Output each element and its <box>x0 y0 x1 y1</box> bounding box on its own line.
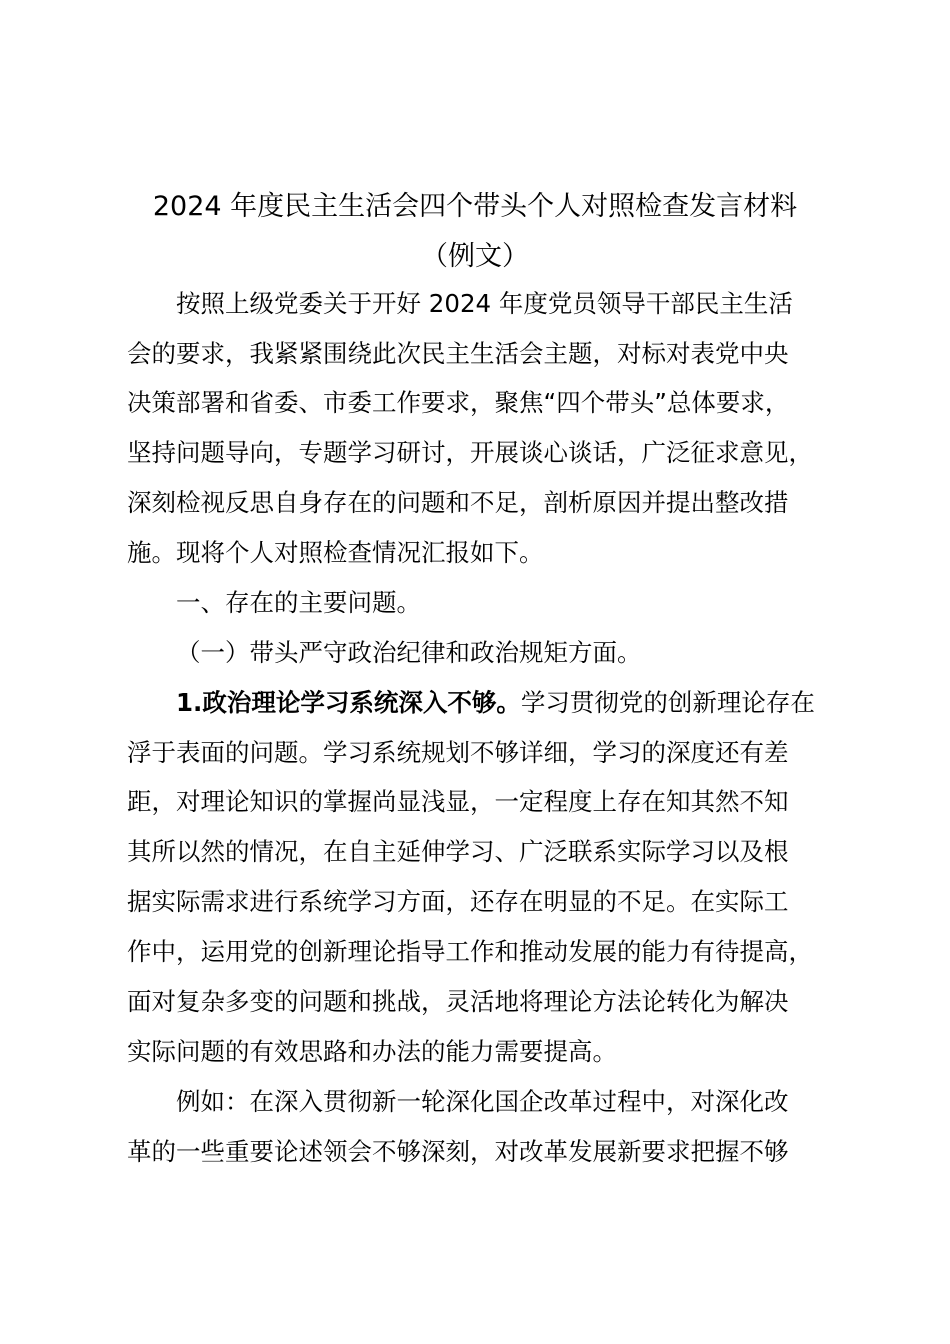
intro-line: 决策部署和省委、市委工作要求，聚焦“四个带头”总体要求， <box>127 388 790 417</box>
item-1-line: 实际问题的有效思路和办法的能力需要提高。 <box>127 1037 617 1066</box>
intro-line: 深刻检视反思自身存在的问题和不足，剖析原因并提出整改措 <box>127 488 789 517</box>
intro-line: 施。现将个人对照检查情况汇报如下。 <box>127 538 544 567</box>
item-1-line: 距，对理论知识的掌握尚显浅显，一定程度上存在知其然不知 <box>127 787 789 816</box>
item-1-text: 学习贯彻党的创新理论存在 <box>520 688 815 717</box>
intro-line: 会的要求，我紧紧围绕此次民主生活会主题，对标对表党中央 <box>127 339 789 368</box>
item-1-line: 据实际需求进行系统学习方面，还存在明显的不足。在实际工 <box>127 887 789 916</box>
item-1-line: 浮于表面的问题。学习系统规划不够详细，学习的深度还有差 <box>127 738 789 767</box>
intro-line: 按照上级党委关于开好 2024 年度党员领导干部民主生活 <box>176 289 793 318</box>
item-1-line: 面对复杂多变的问题和挑战，灵活地将理论方法论转化为解决 <box>127 987 789 1016</box>
example-line: 革的一些重要论述领会不够深刻，对改革发展新要求把握不够 <box>127 1137 789 1166</box>
item-1-line: 作中，运用党的创新理论指导工作和推动发展的能力有待提高， <box>127 937 813 966</box>
document-title-line-2: （例文） <box>421 241 529 272</box>
subsection-heading: （一）带头严守政治纪律和政治规矩方面。 <box>176 638 642 667</box>
item-1-line: 其所以然的情况，在自主延伸学习、广泛联系实际学习以及根 <box>127 837 789 866</box>
document-title-line-1: 2024 年度民主生活会四个带头个人对照检查发言材料 <box>152 191 798 222</box>
item-1-first-line <box>176 686 815 720</box>
intro-line: 坚持问题导向，专题学习研讨，开展谈心谈话，广泛征求意见， <box>127 438 813 467</box>
item-1-heading: 1.政治理论学习系统深入不够。 <box>176 688 521 717</box>
section-heading: 一、存在的主要问题。 <box>176 588 421 617</box>
example-line: 例如：在深入贯彻新一轮深化国企改革过程中，对深化改 <box>176 1087 789 1116</box>
